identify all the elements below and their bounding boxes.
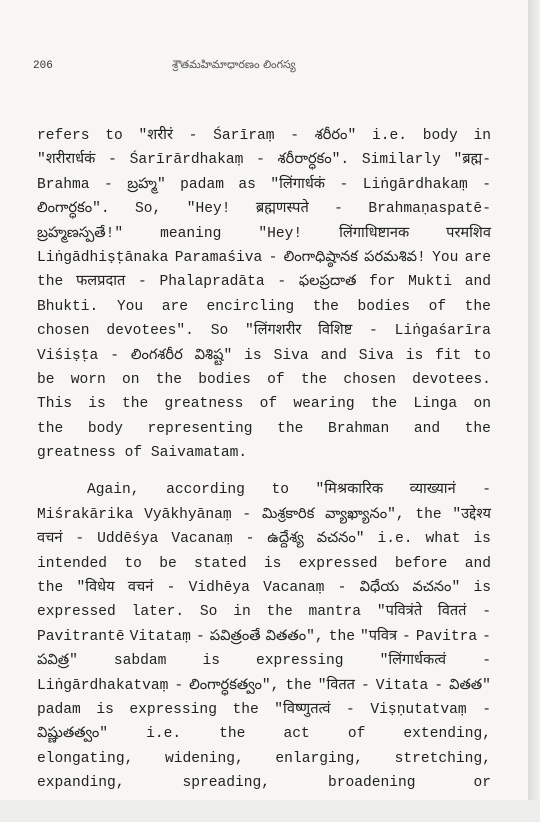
word: लिंगाधिष्टानक (339, 225, 410, 242)
word: Similarly (361, 152, 441, 169)
word: of (347, 726, 366, 743)
word: Brahmaṇaspatē- (368, 201, 491, 218)
word: - (360, 677, 370, 694)
word: of (259, 396, 278, 413)
word: व्याख्यानं (409, 482, 456, 499)
word: Vacanaṃ (263, 580, 325, 597)
word: विशिष्ट (318, 323, 353, 340)
word: Again, (87, 482, 140, 499)
word: expressed (37, 604, 116, 621)
word: - (482, 482, 491, 499)
text-line (37, 576, 491, 600)
word: వచనం" (316, 531, 365, 548)
word: - (245, 531, 255, 548)
word: శరీరం" (314, 128, 357, 144)
word: Viṣṇutatvaṃ (370, 701, 467, 718)
word: sabdam (113, 653, 167, 670)
word: i.e. (371, 128, 407, 144)
word: according (166, 482, 245, 499)
word: Śarīrārdhakaṃ (129, 152, 244, 169)
word: "Hey! (186, 201, 231, 218)
word: Vidhēya (188, 580, 250, 597)
word: the (312, 298, 339, 315)
text-line (37, 197, 491, 221)
word: Liṅgārdhakatvaṃ (37, 677, 169, 694)
word: Bhukti. (37, 298, 99, 315)
word: - (174, 677, 184, 694)
word: బ్రహ్మ" (127, 176, 166, 193)
word: వితత" (449, 677, 491, 694)
word: "मिश्रकारिक (315, 482, 384, 499)
word: the (37, 420, 64, 437)
word: devotees. (412, 371, 491, 388)
word: లింగశరీర (130, 347, 183, 364)
text-line (37, 417, 491, 441)
text-line (37, 625, 491, 649)
text-line (37, 771, 491, 795)
word: the (232, 701, 259, 718)
word: and (320, 347, 347, 364)
word: expanding, (37, 775, 125, 792)
text-line (37, 698, 491, 722)
word: - (337, 580, 347, 597)
text-line (37, 747, 491, 771)
word: broadening (327, 775, 416, 792)
word: the (37, 274, 64, 291)
word: వితతం", (265, 628, 324, 645)
word: Vacanaṃ (171, 531, 233, 548)
word: on (122, 371, 140, 388)
text-line (37, 478, 491, 502)
word: Siva (358, 347, 394, 364)
word: to (271, 482, 289, 499)
word: enlarging, (275, 750, 363, 767)
word: "विधेय (76, 580, 115, 597)
word: "उद्देश्य (452, 506, 491, 523)
word: You (432, 249, 459, 266)
word: body (87, 420, 123, 437)
word: the (37, 580, 64, 597)
word: is (473, 531, 491, 548)
word: elongating, (37, 750, 134, 767)
word: - (290, 128, 299, 144)
word: పవిత్రంతే (209, 628, 261, 645)
word: to (473, 347, 491, 364)
word: be (159, 555, 177, 572)
word: greatness (164, 396, 244, 413)
word: or (473, 775, 491, 792)
word: Śarīraṃ (213, 128, 275, 144)
word: Viśiṣṭa (37, 347, 99, 364)
word: encircling (206, 298, 295, 315)
word: spreading, (182, 775, 271, 792)
word: - (482, 176, 491, 193)
word: is (96, 701, 114, 718)
word: expressing (129, 701, 217, 718)
text-line: greatness of Saivamatam. (37, 445, 248, 462)
word: Liṅgaśarīra (394, 323, 491, 340)
word: worn (70, 371, 106, 388)
word: stretching, (394, 750, 491, 767)
word: బ్రహ్మణస్పతే!" (37, 225, 124, 242)
word: విశిష్ట" (194, 347, 233, 364)
word: be (37, 371, 55, 388)
word: of (267, 371, 285, 388)
word: the (464, 420, 491, 437)
text-line (37, 503, 491, 527)
word: the (300, 371, 328, 388)
text-line (37, 722, 491, 746)
word: wearing (293, 396, 355, 413)
word: mantra (308, 604, 362, 621)
word: the (155, 371, 183, 388)
word: "लिंगार्धकत्वं (379, 653, 447, 670)
page-number: 206 (33, 60, 53, 72)
word: మిశ్రకారిక (261, 506, 315, 523)
word: the (219, 726, 246, 743)
word: Miśrakārika (37, 506, 134, 523)
word: the (370, 396, 398, 413)
text-line (37, 124, 491, 148)
word: - (104, 176, 113, 193)
word: is (263, 555, 282, 572)
word: "शरीरं (138, 128, 173, 144)
word: are (161, 298, 188, 315)
text-line (37, 270, 491, 294)
word: fit (435, 347, 462, 364)
word: - (256, 152, 265, 169)
word: of (428, 298, 447, 315)
text-line (37, 222, 491, 246)
word: "Hey! (258, 225, 303, 242)
word: లింగార్ధకం". (37, 201, 110, 218)
word: - (110, 347, 119, 364)
text-line (37, 674, 491, 698)
word: - (369, 323, 378, 340)
text-line (37, 368, 491, 392)
word: bodies (357, 298, 411, 315)
word: You (116, 298, 144, 315)
word: Siva (273, 347, 309, 364)
word: - (482, 701, 491, 718)
word: chosen (37, 323, 90, 340)
word: and (464, 555, 491, 572)
word: - (402, 628, 411, 645)
word: and (464, 274, 491, 291)
word: Linga (413, 396, 458, 413)
word: फलप्रदात (76, 274, 126, 291)
word: Pavitra (415, 628, 478, 645)
word: padam (37, 701, 81, 718)
word: the (415, 506, 442, 523)
word: widening, (164, 750, 244, 767)
word: expressing (255, 653, 344, 670)
word: - (482, 628, 491, 645)
word: వ్యాఖ్యానం", (325, 506, 405, 523)
word: the (122, 396, 149, 413)
word: is (405, 347, 424, 364)
word: i.e. (377, 531, 413, 548)
word: - (346, 701, 355, 718)
running-head: శ్రౌతమహిమాధారణం లింగస్య (172, 58, 296, 71)
word: "ब्रह्म- (453, 152, 491, 169)
word: stated (194, 555, 247, 572)
word: "लिंगशरीर (245, 323, 302, 340)
paragraph-gap (37, 465, 491, 478)
word: పరమశివ! (364, 249, 426, 266)
word: chosen (343, 371, 396, 388)
word: the (266, 604, 293, 621)
word: representing (147, 420, 253, 437)
word: the (285, 677, 312, 694)
text-line (37, 392, 491, 416)
word: Paramaśiva (174, 249, 263, 266)
word: Uddēśya (97, 531, 159, 548)
word: - (339, 176, 349, 193)
word: what (425, 531, 461, 548)
text-line (37, 246, 491, 270)
word: So, (135, 201, 162, 218)
word: "पवित्र (360, 628, 397, 645)
word: వచనం" (412, 580, 461, 597)
word: విష్ణుతత్వం" (37, 726, 108, 743)
word: padam (180, 176, 224, 193)
word: Mukti (408, 274, 452, 291)
word: i.e. (146, 726, 182, 743)
word: act (283, 726, 310, 743)
text-line (37, 527, 491, 551)
word: - (166, 580, 176, 597)
word: - (138, 274, 147, 291)
text-line (37, 649, 491, 673)
word: లింగార్ధకత్వం", (189, 677, 280, 694)
word: ఫలప్రదాత (298, 274, 357, 291)
word: - (242, 506, 252, 523)
word: and (413, 420, 441, 437)
word: - (482, 604, 491, 621)
word: in (473, 128, 491, 144)
word: లింగాధిష్ఠానక (283, 249, 358, 266)
word: before (394, 555, 448, 572)
text-line (37, 552, 491, 576)
word: is (244, 347, 262, 364)
word: "विष्णुतत्वं (274, 701, 331, 718)
word: Liṅgārdhakaṃ (362, 176, 468, 193)
word: - (482, 653, 491, 670)
word: is (202, 653, 220, 670)
word: "पवित्रंते (376, 604, 423, 621)
text-line (37, 173, 491, 197)
word: refers (37, 128, 90, 144)
word: on (473, 396, 491, 413)
word: విధేయ (359, 580, 400, 597)
word: extending, (403, 726, 491, 743)
word: - (268, 249, 278, 266)
word: "लिंगार्धकं (270, 176, 326, 193)
text-line (37, 295, 491, 319)
body-text (37, 124, 491, 796)
word: "वितत (317, 677, 355, 694)
word: is (473, 580, 491, 597)
word: శరీరార్ధకం". (277, 152, 350, 169)
word: the (464, 298, 491, 315)
word: वचनं (37, 531, 63, 548)
word: - (434, 677, 444, 694)
word: Phalapradāta (159, 274, 265, 291)
word: for (369, 274, 396, 291)
word: - (195, 628, 205, 645)
word: "शरीरार्धकं (37, 152, 96, 169)
word: are (464, 249, 491, 266)
word: वचनं (127, 580, 154, 597)
page-bottom-edge (0, 800, 540, 822)
word: ब्रह्मणस्पते (255, 201, 309, 218)
word: bodies (198, 371, 251, 388)
word: to (124, 555, 142, 572)
word: expressed (298, 555, 378, 572)
word: So (199, 604, 218, 621)
word: Vitataṃ (129, 628, 191, 645)
word: Vyākhyānaṃ (144, 506, 232, 523)
word: - (108, 152, 117, 169)
word: - (75, 531, 85, 548)
word: later. (131, 604, 185, 621)
word: विततं (437, 604, 467, 621)
text-line (37, 148, 491, 172)
word: is (88, 396, 106, 413)
word: Liṅgādhiṣṭānaka (37, 249, 169, 266)
word: as (238, 176, 256, 193)
word: the (277, 420, 304, 437)
word: to (105, 128, 123, 144)
word: This (37, 396, 73, 413)
word: - (188, 128, 198, 144)
word: devotees". (106, 323, 194, 340)
text-line (37, 319, 491, 343)
word: meaning (160, 225, 222, 242)
word: the (328, 628, 355, 645)
word: పవిత్ర" (37, 653, 78, 670)
word: Brahma (37, 176, 90, 193)
word: Brahman (327, 420, 390, 437)
page-edge (528, 0, 540, 822)
text-line (37, 344, 491, 368)
word: Vitata (375, 677, 429, 694)
word: परमशिव (446, 225, 491, 242)
word: Pavitrantē (37, 628, 125, 645)
word: - (277, 274, 287, 291)
word: So (210, 323, 229, 340)
text-line (37, 600, 491, 624)
word: - (334, 201, 343, 218)
word: ఉద్దేశ్య (267, 531, 304, 548)
word: in (233, 604, 251, 621)
word: body (422, 128, 458, 144)
word: intended (37, 555, 108, 572)
